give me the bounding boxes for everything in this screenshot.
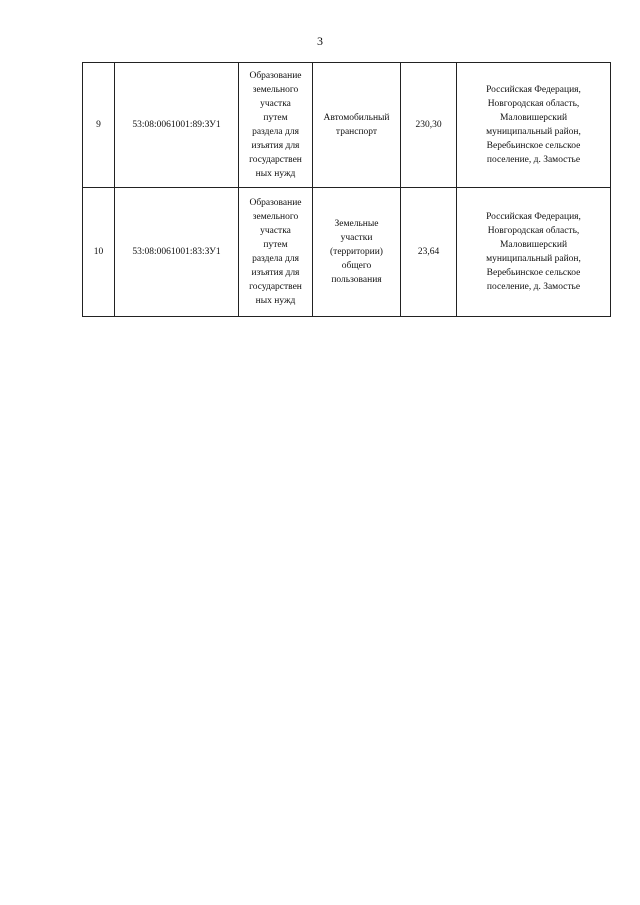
address: Российская Федерация, Новгородская область, Маловишерский муниципальный район, Веребьинское сельское поселение, д. Замостье (486, 212, 581, 292)
permitted-use-cell (313, 188, 401, 317)
table-row (83, 188, 611, 317)
permitted-use: Автомобильный транспорт (323, 113, 390, 137)
formation-mode-cell (239, 63, 313, 188)
row-number-cell (83, 188, 115, 317)
cadastral-number-cell (115, 63, 239, 188)
area-cell (401, 63, 457, 188)
area-value: 23,64 (417, 247, 440, 257)
formation-mode-cell (239, 188, 313, 317)
permitted-use-cell (313, 63, 401, 188)
cadastral-number: 53:08:0061001:83:ЗУ1 (132, 247, 221, 257)
formation-mode: Образование земельного участка путем раздела для изъятия для государствен ных нужд (249, 198, 302, 306)
address-cell (457, 63, 611, 188)
address: Российская Федерация, Новгородская область, Маловишерский муниципальный район, Веребьинское сельское поселение, д. Замостье (486, 85, 581, 165)
row-number: 10 (93, 247, 104, 257)
permitted-use: Земельные участки (территории) общего пользования (330, 219, 383, 285)
row-number-cell (83, 63, 115, 188)
area-value: 230,30 (415, 120, 442, 130)
cadastral-number: 53:08:0061001:89:ЗУ1 (132, 120, 221, 130)
address-cell (457, 188, 611, 317)
area-cell (401, 188, 457, 317)
page-number: 3 (317, 34, 323, 48)
table-row (83, 63, 611, 188)
land-plots-table (82, 62, 611, 317)
formation-mode: Образование земельного участка путем раздела для изъятия для государствен ных нужд (249, 71, 302, 179)
row-number: 9 (96, 120, 101, 130)
cadastral-number-cell (115, 188, 239, 317)
